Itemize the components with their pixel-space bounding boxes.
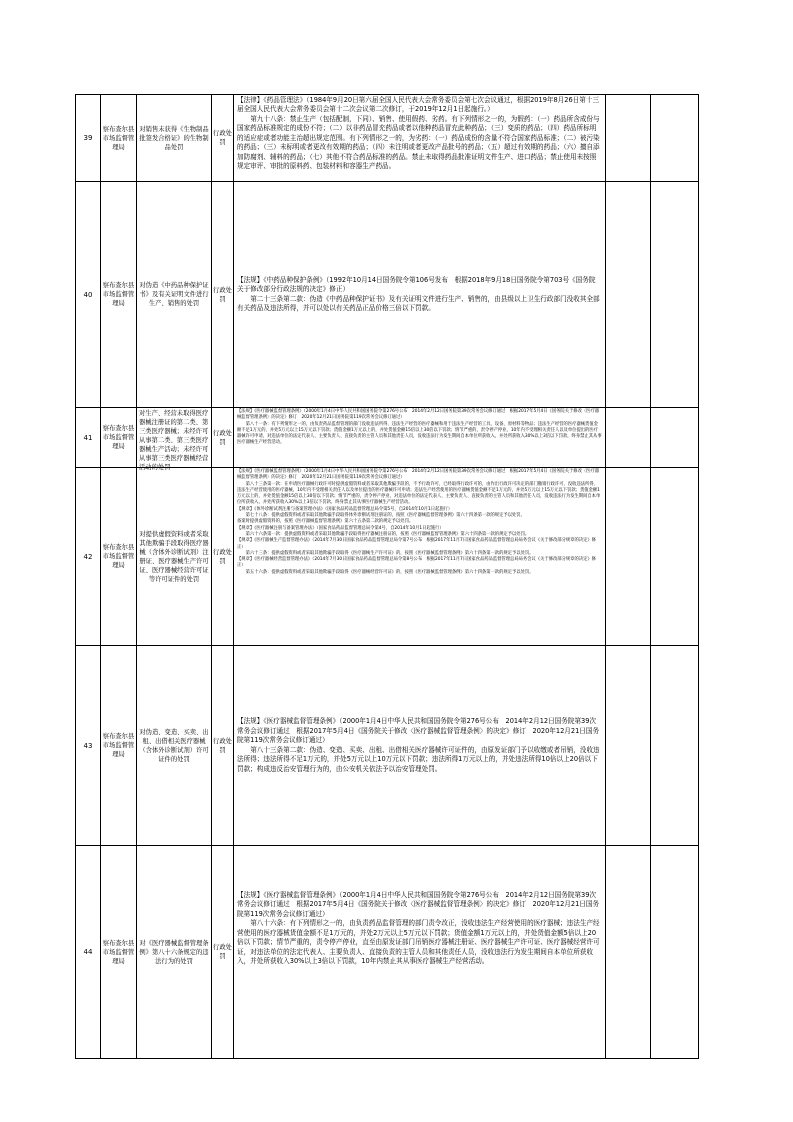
row-department: 察布查尔县市场监督管理局	[101, 408, 137, 468]
row-category: 行政处罚	[212, 182, 234, 408]
basis-source: 【法规】《医疗器械监督管理条例》（2000年1月4日中华人民共和国国务院令第276号公布 2014年2月12日国务院第39次常务会议修订通过 根据2017年5月4日《国务院关于修改〈医疗器械监督管理条例〉的决定》修订 2020年12月21日国务院第119次常务会议修订通过）	[237, 409, 600, 421]
basis-article: 第八十三条第二款：伪造、变造、买卖、出租、出借相关医疗器械许可证件的，由原发证部门予以收缴或者吊销，没收违法所得；违法所得不足1万元的，并处5万元以上10万元以下罚款；违法所得1万元以上的，并处违法所得10倍以上20倍以下罚款；构成违反治安管理行为的，由公安机关依法予以治安管理处罚。	[237, 745, 600, 773]
empty-cell	[606, 646, 651, 846]
row-legal-basis	[234, 846, 606, 1059]
basis-source: 【规章】《医疗器械经营监督管理办法》（2014年7月30日国家食品药品监督管理总局令第8号公布 根据2017年11月7日国家食品药品监督管理总局局务会议《关于修改部分规章的决定》修正）	[237, 557, 596, 569]
row-legal-basis	[234, 182, 606, 408]
basis-article: 第七十八条：提供虚假资料或者采取其他欺骗手段取得体外诊断试剂注册证的，按照《医疗器械监督管理条例》第六十四条第一款的规定予以处罚。	[245, 513, 525, 519]
empty-cell	[651, 646, 699, 846]
empty-cell	[651, 468, 699, 646]
row-department: 察布查尔县市场监督管理局	[101, 846, 137, 1059]
basis-source: 【法规】《医疗器械监督管理条例》（2000年1月4日中华人民共和国国务院令第276号公布 2014年2月12日国务院第39次常务会议修订通过 根据2017年5月4日《国务院关于修改〈医疗器械监督管理条例〉的决定》修订 2020年12月21日国务院第119次常务会议修订通过）	[237, 717, 600, 744]
row-category: 行政处罚	[212, 646, 234, 846]
row-number: 44	[76, 846, 101, 1059]
basis-article: 第五十六条：提供虚假资料或者采取其他欺骗手段取得《医疗器械经营许可证》的，按照《医疗器械监督管理条例》第六十四条第一款的规定予以处罚。	[245, 569, 534, 575]
empty-cell	[651, 846, 699, 1059]
empty-cell	[651, 408, 699, 468]
empty-cell	[606, 182, 651, 408]
row-department: 察布查尔县市场监督管理局	[101, 468, 137, 646]
row-category: 行政处罚	[212, 468, 234, 646]
row-number: 40	[76, 182, 101, 408]
basis-article: 第八十三条第一款：在申请医疗器械行政许可时提供虚假资料或者采取其他欺骗手段的，不予行政许可，已经取得行政许可的，由作出行政许可决定的部门撤销行政许可，没收违法所得、违法生产经营使用的医疗器械，10年内不受理相关责任人以及单位提出的医疗器械许可申请；违法生产经营使用的医疗器械货值金额不足1万元的，并处5万元以上15万元以下罚款；货值金额1万元以上的，并处货值金额15倍以上30倍以下罚款；情节严重的，责令停产停业，对违法单位的法定代表人、主要负责人、直接负责的主管人员和其他责任人员，没收违法行为发生期间自本单位所获收入，并处所获收入30%以上3倍以下罚款，终身禁止其从事医疗器械生产经营活动。	[237, 481, 601, 506]
basis-article: 第六十三条：提供虚假资料或者采取其他欺骗手段取得《医疗器械生产许可证》的，按照《医疗器械监督管理条例》第六十四条第一款的规定予以处罚。	[245, 550, 534, 556]
basis-source: 【法规】《医疗器械监督管理条例》（2000年1月4日中华人民共和国国务院令第276号公布 2014年2月12日国务院第39次常务会议修订通过 根据2017年5月4日《国务院关于修改〈医疗器械监督管理条例〉的决定》修订 2020年12月21日国务院第119次常务会议修订通过）	[237, 890, 600, 918]
row-category: 行政处罚	[212, 846, 234, 1059]
row-legal-basis	[234, 646, 606, 846]
row-item-name: 对销售未获得《生物制品批签发合格证》的生物制品处罚	[137, 95, 212, 182]
row-number: 41	[76, 408, 101, 468]
table-row	[76, 182, 699, 408]
row-item-text: 对生产、经营未取得医疗器械注册证的第二类、第三类医疗器械；未经许可从事第二类、第三类医疗器械生产活动；未经许可从事第三类医疗器械经营活动的处罚	[139, 410, 209, 471]
row-number: 42	[76, 468, 101, 646]
row-legal-basis	[234, 408, 606, 468]
row-item-name: 对伪造、变造、买卖、出租、出借相关医疗器械（含体外诊断试剂）许可证件的处罚	[137, 646, 212, 846]
table-row	[76, 846, 699, 1059]
row-legal-basis	[234, 95, 606, 182]
basis-source: 【规章】《医疗器械注册与备案管理办法》（国家食品药品监督管理总局令第4号，自2014年10月1日起施行）	[237, 525, 444, 531]
table-row	[76, 646, 699, 846]
empty-cell	[606, 95, 651, 182]
basis-article: 第八十一条：有下列情形之一的，由负责药品监督管理的部门没收违法所得、违法生产经营的医疗器械和用于违法生产经营的工具、设备、原材料等物品；违法生产经营的医疗器械货值金额不足1万元的，并处5万元以上15万元以下罚款；货值金额1万元以上的，并处货值金额15倍以上30倍以下罚款；情节严重的，责令停产停业，10年内不受理相关责任人以及单位提出的医疗器械许可申请，对违法单位的法定代表人、主要负责人、直接负责的主管人员和其他责任人员，没收违法行为发生期间自本单位所获收入，并处所获收入30%以上3倍以下罚款，终身禁止其从事医疗器械生产经营活动。	[237, 421, 602, 446]
row-item-name	[137, 408, 212, 471]
basis-article: 备案时提供虚假资料的，按照《医疗器械监督管理条例》第六十五条第二款的规定予以处罚。	[237, 519, 414, 525]
row-item-name: 对提供虚假资料或者采取其他欺骗手段取得医疗器械（含体外诊断试剂）注册证、医疗器械生产许可证、医疗器械经营许可证等许可证件的处罚	[137, 468, 212, 646]
row-department: 察布查尔县市场监督管理局	[101, 182, 137, 408]
empty-cell	[651, 95, 699, 182]
empty-cell	[606, 846, 651, 1059]
row-department: 察布查尔县市场监督管理局	[101, 646, 137, 846]
row-category: 行政处罚	[212, 95, 234, 182]
empty-cell	[606, 468, 651, 646]
row-category: 行政处罚	[212, 408, 234, 468]
penalty-items-sheet	[75, 94, 698, 1059]
penalty-items-table	[75, 94, 699, 1059]
row-item-name: 对伪造《中药品种保护证书》及有关证明文件进行生产、销售的处罚	[137, 182, 212, 408]
basis-source: 【法规】《医疗器械监督管理条例》（2000年1月4日中华人民共和国国务院令第276号公布 2014年2月12日国务院第39次常务会议修订通过 根据2017年5月4日《国务院关于修改〈医疗器械监督管理条例〉的决定》修订 2020年12月21日国务院第119次常务会议修订通过）	[237, 469, 600, 481]
row-number: 43	[76, 646, 101, 846]
table-row	[76, 408, 699, 468]
row-department: 察布查尔县市场监督管理局	[101, 95, 137, 182]
empty-cell	[651, 182, 699, 408]
basis-source: 【法律】《药品管理法》（1984年9月20日第六届全国人民代表大会常务委员会第七次会议通过，根据2019年8月26日第十三届全国人民代表大会常务委员会第十二次会议第二次修订，于2019年12月1日起施行。）	[237, 95, 600, 113]
table-row	[76, 468, 699, 646]
basis-source: 【法规】《中药品种保护条例》（1992年10月14日国务院令第106号发布 根据2018年9月18日国务院令第703号《国务院关于修改部分行政法规的决定》修正）	[237, 275, 596, 293]
basis-source: 【规章】《体外诊断试剂注册与备案管理办法》（国家食品药品监督管理总局令第5号，自2014年10月1日起施行）	[237, 506, 453, 512]
row-item-name: 对《医疗器械监督管理条例》第八十六条规定的违法行为的处罚	[137, 846, 212, 1059]
row-legal-basis	[234, 468, 606, 646]
basis-article: 第六十六条第一款：提供虚假资料或者采取其他欺骗手段取得医疗器械注册证的，按照《医疗器械监督管理条例》第六十四条第一款的规定予以处罚。	[245, 531, 530, 537]
basis-article: 第九十八条：禁止生产（包括配制，下同）、销售、使用假药、劣药。有下列情形之一的，为假药：（一）药品所含成份与国家药品标准规定的成份不符；（二）以非药品冒充药品或者以他种药品冒充此种药品；（三）变质的药品；（四）药品所标明的适应症或者功能主治超出规定范围。有下列情形之一的，为劣药：（一）药品成份的含量不符合国家药品标准；（二）被污染的药品；（三）未标明或者更改有效期的药品；（四）未注明或者更改产品批号的药品；（五）超过有效期的药品；（六）擅自添加防腐剂、辅料的药品；（七）其他不符合药品标准的药品。禁止未取得药品批准证明文件生产、进口药品；禁止使用未按照规定审评、审批的原料药、包装材料和容器生产药品。	[237, 114, 600, 170]
table-row	[76, 95, 699, 182]
empty-cell	[606, 408, 651, 468]
row-number: 39	[76, 95, 101, 182]
basis-source: 【规章】《医疗器械生产监督管理办法》（2014年7月30日国家食品药品监督管理总局令第7号公布 根据2017年11月7日国家食品药品监督管理总局局务会议《关于修改部分规章的决定》修正）	[237, 538, 596, 550]
basis-article: 第二十三条第二款：伪造《中药品种保护证书》及有关证明文件进行生产、销售的，由县级以上卫生行政部门没收其全部有关药品及违法所得，并可以处以有关药品正品价格三倍以下罚款。	[237, 294, 600, 312]
basis-article: 第八十六条：有下列情形之一的，由负责药品监督管理的部门责令改正，没收违法生产经营使用的医疗器械；违法生产经营使用的医疗器械货值金额不足1万元的，并处2万元以上5万元以下罚款；货值金额1万元以上的，并处货值金额5倍以上20倍以下罚款；情节严重的，责令停产停业，直至由原发证部门吊销医疗器械注册证、医疗器械生产许可证、医疗器械经营许可证，对违法单位的法定代表人、主要负责人、直接负责的主管人员和其他责任人员，没收违法行为发生期间自本单位所获收入，并处所获收入30%以上3倍以下罚款，10年内禁止其从事医疗器械生产经营活动。	[237, 919, 600, 965]
